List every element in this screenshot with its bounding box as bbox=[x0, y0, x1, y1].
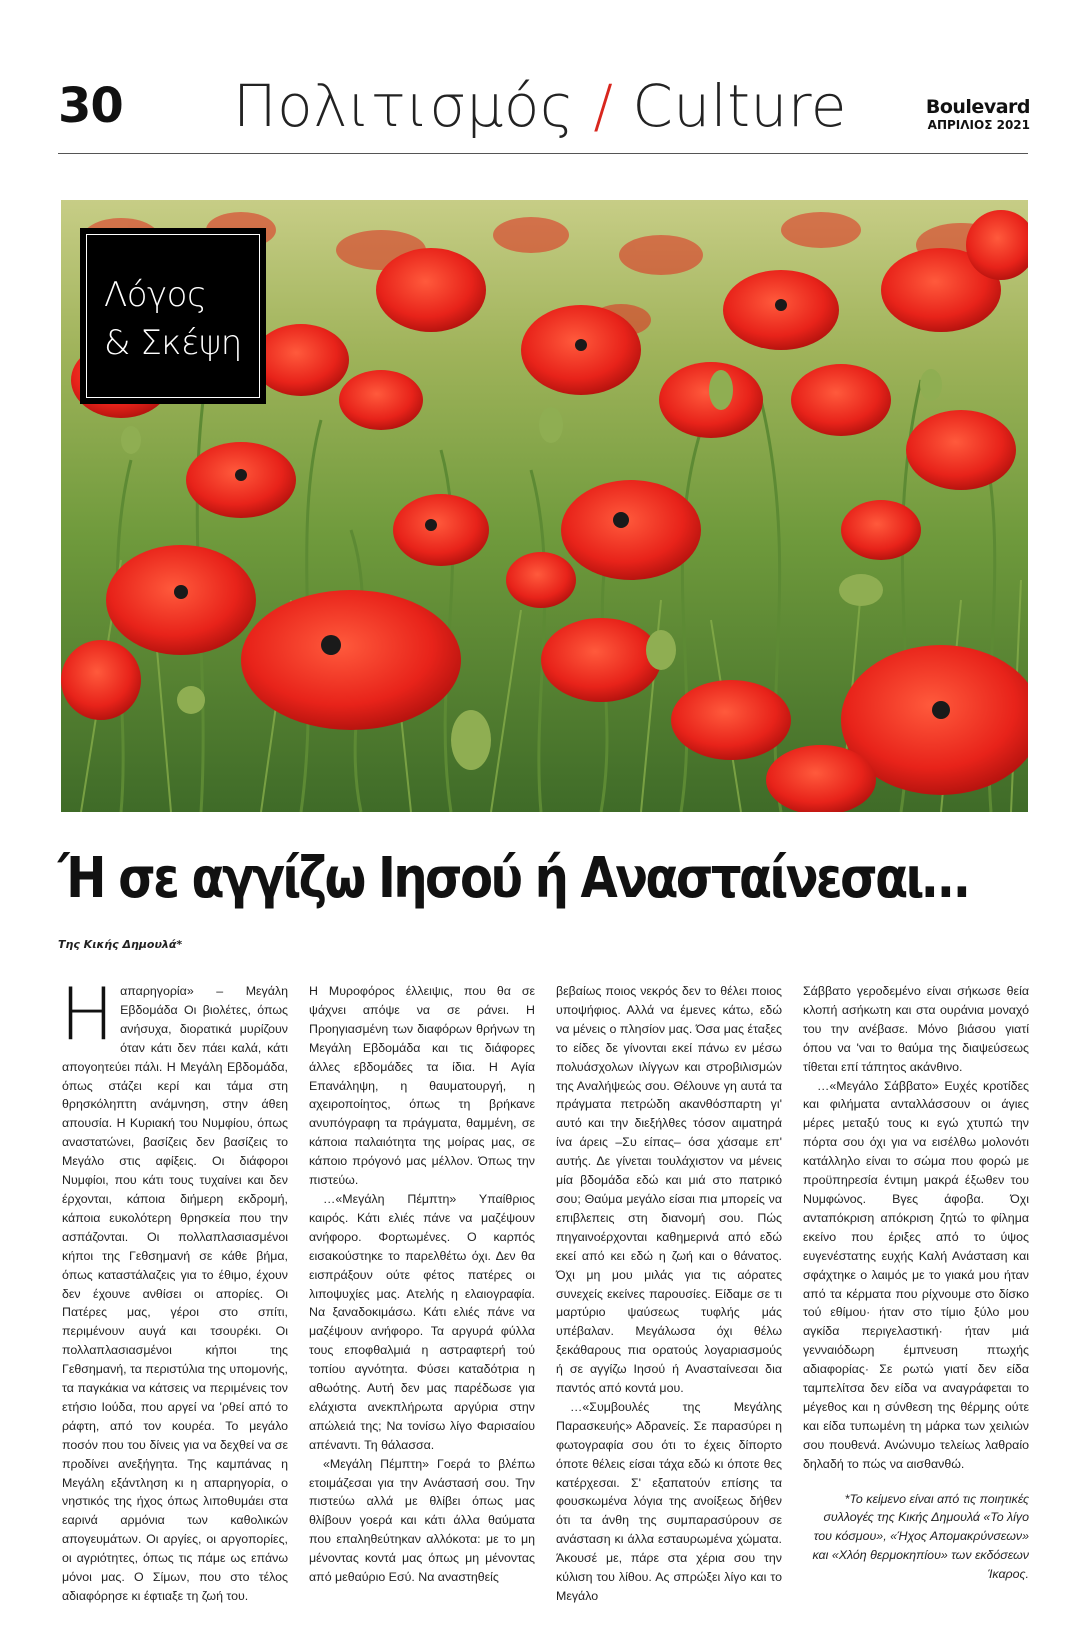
article-column-1 bbox=[60, 972, 288, 1606]
article-column-2 bbox=[309, 982, 535, 1587]
column-label-line-2: & Σκέψη bbox=[104, 323, 242, 363]
article-paragraph: Η Μυροφόρος έλλειψις, που θα σε ψάχνει απόψε να σε ράνει. Η Προηγιασμένη των διαφόρων θρήνων τη Μεγάλη Εβδομάδα και τις διάφορες άλλες εβδομάδες τα ίδια. Η Αγία Επανάληψη, η θαυματουργή, η αχειροποίητος, όπως τη βρήκανε ανυπόγραφη τα πράγματα, θαμμένη, σε κάποια παλαιότητα της μοίρας μας, σε κάποιο πρόγονό μας μέλλον. Όπως την πιστεύω. bbox=[309, 984, 535, 1188]
drop-cap: Η bbox=[60, 972, 115, 1056]
article-paragraph: «Μεγάλη Πέμπτη» Γοερά το βλέπω ετοιμάζεσαι για την Ανάστασή σου. Την πιστεύω αλλά με θλίβει όπως μας θλίβουν γοερά και κάτι άλλα θαύματα που επαληθεύτηκαν αλλόκοτα: με το μη μένοντας κοντά μας όπως μη μένοντας από μεθαύριο Εσύ. Να αναστηθείς bbox=[309, 1456, 535, 1585]
paragraph-text: απαρηγορία» – Μεγάλη Εβδομάδα Οι βιολέτες, όπως ανήσυχα, διορατικά μυρίζουν όταν κάτι δεν πάει καλά, κάτι απογοητεύει πάλι. Η Μεγάλη Εβδομάδα, όπως στάζει κερί και τάμα στη θρησκόληπτη ανάμνηση, στην άθεη απουσία. Η Κυριακή του Νυμφίου, όπως αναστατώνει, βασίζεις δεν βασίζεις το Μεγάλο στις αφίξεις. Οι διάφοροι Νυμφίοι, που κάτι τους τυχαίνει και δεν έρχονται, κάποια διήμερη εκδρομή, κάποια ευκολότερη θρησκεία που την ασπάζονται. Οι πολλαπλασιασμένοι κήποι της Γεθσημανή σε κάθε βήμα, όπως καταστάλαζεις για το έθιμο, έχουν δεν έχουνε ανθίσει οι απορίες. Οι Πατέρες μας, γέροι στο σπίτι, περιμένουν αυγά και τσουρέκι. Οι πολλαπλασιασμένοι κήποι της Γεθσημανή, τα περιστύλια της υπομονής, τα παγκάκια να κάτσεις να περιμένεις τον ετήσιο Ιούδα, που αργεί να 'ρθεί από το ράφτη, από τον κουρέα. Το μεγάλο ποσόν που του δίνεις για να δεχθεί να σε προδίνει ανεξήγητα. Της καμπάνας η Μεγάλη εξάντληση κι η απαρηγορία, ο νηστικός της ήχος όπως λιποθυμάει στα εαρινά αρμόνια των καθολικών απογευμάτων. Οι αργίες, οι αργοπορίες, οι αγριότητες, όπως τις πάμε ως επάνω μόνοι μας. Ο Σίμων, που στο τέλος αδιαφόρησε κι έφτιαξε τη ζωή του. bbox=[62, 984, 288, 1603]
header-divider bbox=[58, 153, 1028, 154]
column-label-line-1: Λόγος bbox=[104, 275, 207, 315]
article-paragraph: …«Συμβουλές της Μεγάλης Παρασκευής» Αδρανείς. Σε παρασύρει η φωτογραφία σου ότι το έχεις δίπορτο όποτε θέλεις είσαι τάχα εδώ κι όποτε θες κατέρχεσαι. Σ' εξαπατούν επίσης τα φουσκωμένα λόγια της ανοίξεως δήθεν ότι τα άνθη της συμπαρασύρουν σε ανάσταση κι άλλα εσταυρωμένα χώματα. Άκουσέ με, πάρε στα χέρια σου την κύλιση του λίθου. Ας σπρώξει λίγο και το Μεγάλο bbox=[556, 1399, 782, 1603]
article-paragraph bbox=[60, 972, 288, 1606]
section-title-slash: / bbox=[593, 72, 614, 140]
article-byline: Της Κικής Δημουλά* bbox=[58, 938, 183, 951]
section-title-greek: Πολιτισμός bbox=[232, 72, 575, 140]
author-footnote: *Το κείμενο είναι από τις ποιητικές συλλογές της Κικής Δημουλά «Το λίγο του κόσμου», «Ήχος Απομακρύνσεων» και «Χλόη θερμοκηπίου» των εκδόσεων Ίκαρος. bbox=[812, 1491, 1029, 1582]
article-column-3 bbox=[556, 982, 782, 1606]
article-paragraph: βεβαίως ποιος νεκρός δεν το θέλει ποιος υποψήφιος. Αλλά να έμενες κάτω, εδώ να μένεις ο πλησίον μας. Όσα μας έταξες το είδες δε γίνονται εκεί πάνω εν μέσω πολυάσχολων ιλίγγων και στροβιλισμών της Αναλήψεώς σου. Θέλουνε γη αυτά τα πράγματα πετρώδη ακανθόσπαρτη γι' αυτό και την διεξήλθες τόσον αιματηρά ίνα άρεις –Συ είπας– όσα χάσαμε επ' αυτής. Δε γίνεται τουλάχιστον να μένεις μία βδομάδα εδώ και μιά στο πατρικό σου; Θαύμα μεγάλο είσαι πια μπορείς να επιβλεπεις στη διανομή σου. Πώς πηγαινοέρχονται καθημερινά από εδώ εκεί από κει εδώ η ζωή και ο θάνατος. Όχι μη μου μιλάς για τις αόρατες συνεχείς εκείνες παρουσίες. Είδαμε σε τι μαρτύριο ψαύσεως τυφλής μάς υπέβαλαν. Μεγάλωσα όχι θέλω ξεκάθαρους πια ορατούς λογαριασμούς ή σε αγγίζω Ιησού ή Ανασταίνεσαι δια παντός από κοντά μου. bbox=[556, 984, 782, 1396]
article-paragraph: …«Μεγάλο Σάββατο» Ευχές κροτίδες και φιλήματα ανταλλάσσουν οι άγιες μέρες μεταξύ τους κι εγώ χτυπώ την πόρτα σου όχι για να εισέλθω μολονότι κατάλληλο είναι το σώμα που φορώ με προϋπηρεσία έντιμη μακρά έξωθεν του Νυμφώνος. Βγες άφοβα. Όχι ανταπόκριση απόκριση ζητώ το φίλημα εκείνο που έριξες από το ύψος ευγενέστατης ευχής Καλή Ανάσταση και σφάχτηκε ο λαιμός με το γιακά μου ήταν από τα κέρματα που ρίχνουμε στο δίσκο τού εθίμου· ήταν στο τίμιο ξύλο μου αγκίδα περιγελαστική· ήταν μιά γενναιόδωρη έμπνευση πτωχής αδιαφορίας· Σε ρωτώ γιατί δεν είδα ταμπελίτσα δεν είδα να αναγράφεται το μέγεθος και η σύνθεση της θέρμης ούτε και είδα τυπωμένη τη μάρκα των χειλιών σου πουθενά. Ανώνυμο τελείως λαθραίο δηλαδή το πώς να αισθανθώ. bbox=[803, 1078, 1029, 1471]
page-number: 30 bbox=[58, 78, 123, 134]
article-paragraph: …«Μεγάλη Πέμπτη» Υπαίθριος καιρός. Κάτι ελιές πάνε να μαζέψουν ανήφορο. Φορτωμένες. Ο καρπός εισακούστηκε το παρελθέτω όχι. Δεν θα εισπράξουν ούτε φέτος πατέρες οι λιποψυχίες μας. Ατελής η ελαιογραφία. Να ξαναδοκιμάσω. Κάτι ελιές πάνε να μαζέψουν ανήφορο. Τα αργυρά φύλλα τους εποφθαλμιά η αστραφτερή τού τοπίου αγνότητα. Φύσει καταδότρια η αθωότης. Αυτή δεν μας παρέδωσε για ελάχιστα ανεκπλήρωτα αργύρια στην απώλειά της; Να τονίσω λίγο Φαρισαίου απέναντι. Τη θάλασσα. bbox=[309, 1191, 535, 1452]
article-headline: Ή σε αγγίζω Ιησού ή Ανασταίνεσαι… bbox=[58, 846, 968, 911]
section-title bbox=[0, 72, 1080, 140]
section-title-english: Culture bbox=[632, 72, 847, 140]
article-paragraph: Σάββατο γεροδεμένο είναι σήκωσε θεία κλοπή ασήκωτη και στα ουράνια μοναχό του την ανέβασε. Μόνο βιάσου γιατί όπου να 'ναι το θαύμα της διαψεύσεως τίθεται επί τάπητος ακάνθινο. bbox=[803, 984, 1029, 1074]
column-label-box bbox=[80, 228, 266, 404]
issue-date: ΑΠΡΙΛΙΟΣ 2021 bbox=[927, 118, 1030, 132]
brand-name: Boulevard bbox=[925, 96, 1030, 118]
article-column-4 bbox=[803, 982, 1029, 1584]
publication-brand bbox=[926, 97, 1030, 133]
